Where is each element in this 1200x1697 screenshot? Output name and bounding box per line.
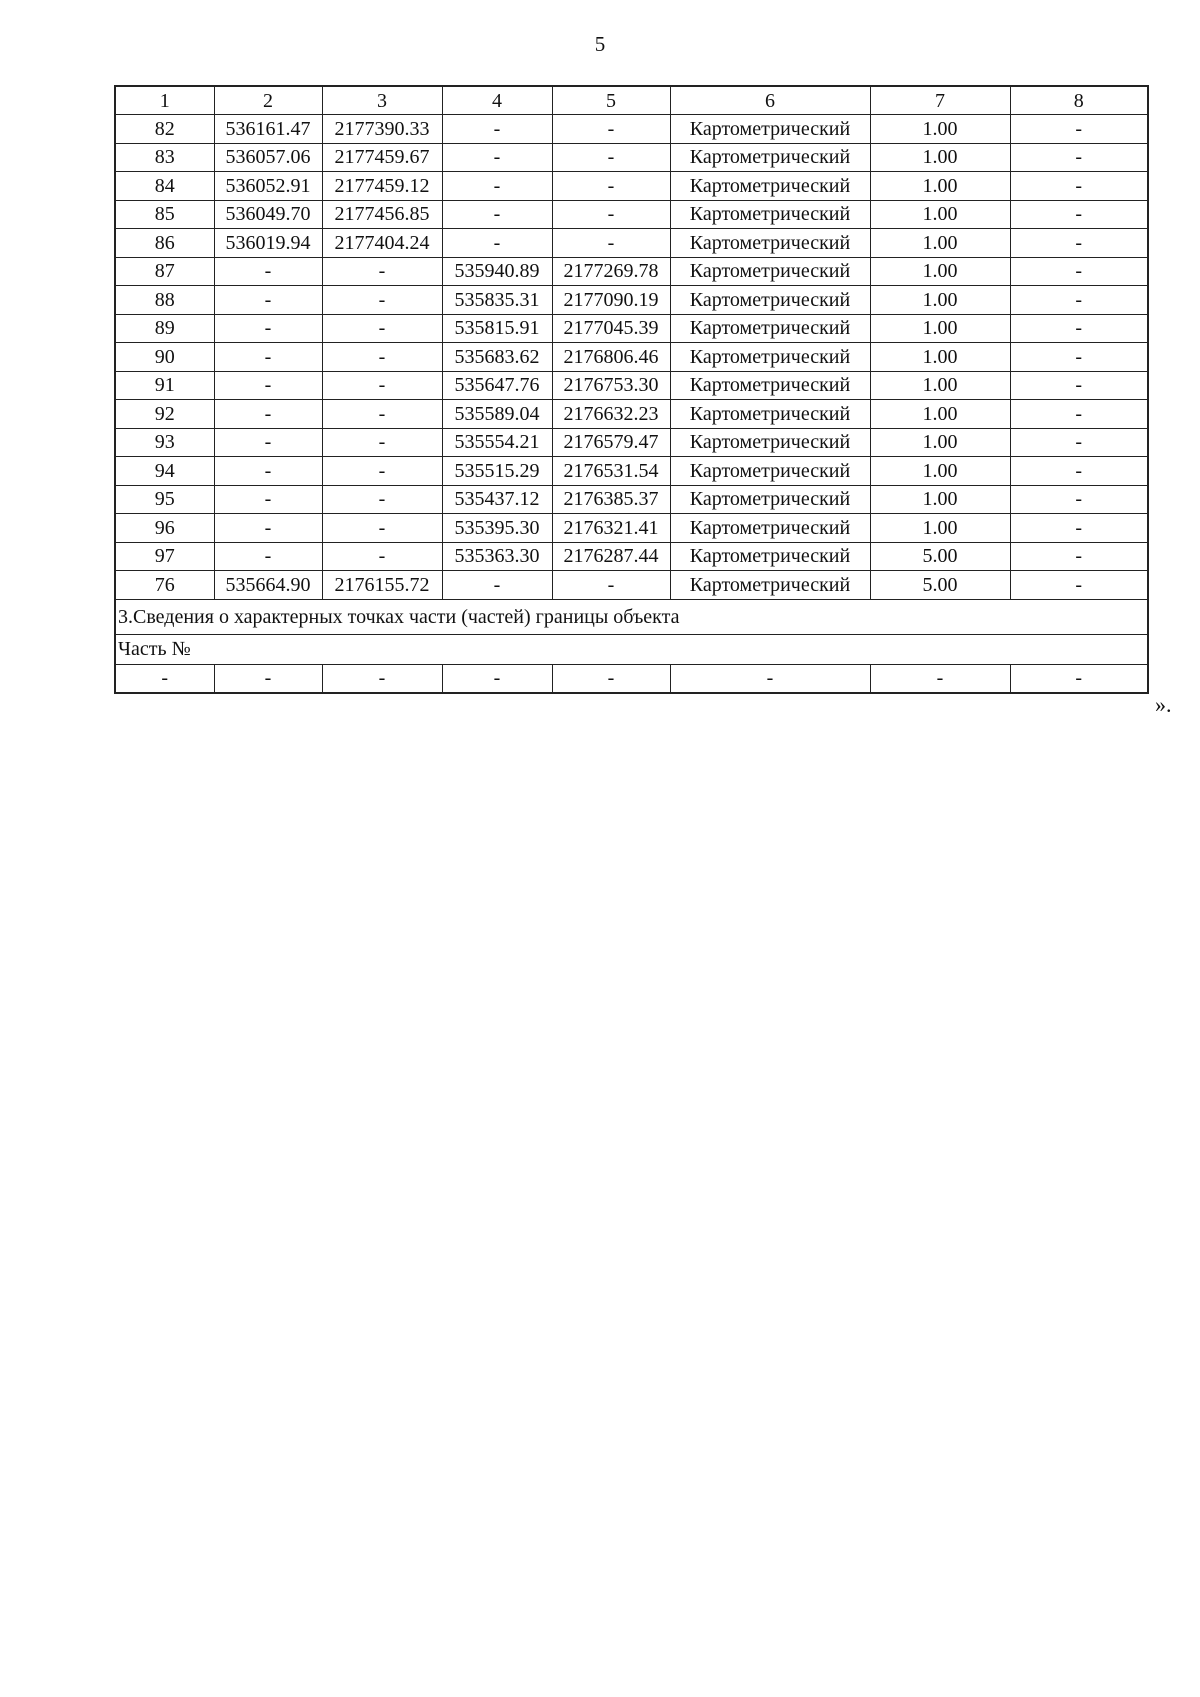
table-cell: 97: [115, 542, 214, 571]
table-row: [115, 286, 1148, 315]
table-cell: -: [322, 343, 442, 372]
part-cell: -: [552, 664, 670, 693]
table-row: [115, 571, 1148, 600]
table-cell: 87: [115, 257, 214, 286]
table-row: [115, 457, 1148, 486]
table-cell: 2177459.12: [322, 172, 442, 201]
table-cell: 1.00: [870, 200, 1010, 229]
part-cell: -: [1010, 664, 1148, 693]
header-cell: 7: [870, 86, 1010, 115]
table-row: [115, 400, 1148, 429]
table-cell: 2177459.67: [322, 143, 442, 172]
table-cell: 83: [115, 143, 214, 172]
part-cell: -: [214, 664, 322, 693]
table-cell: 535835.31: [442, 286, 552, 315]
table-cell: -: [1010, 428, 1148, 457]
table-row: [115, 172, 1148, 201]
page-number: 5: [594, 32, 606, 56]
table-cell: 1.00: [870, 314, 1010, 343]
table-cell: -: [442, 229, 552, 258]
closing-quote: ».: [1155, 692, 1172, 717]
table-cell: 1.00: [870, 371, 1010, 400]
table-cell: -: [322, 457, 442, 486]
table-cell: 1.00: [870, 457, 1010, 486]
table-cell: -: [1010, 542, 1148, 571]
table-cell: -: [214, 514, 322, 543]
table-cell: -: [1010, 143, 1148, 172]
table-cell: 1.00: [870, 485, 1010, 514]
table-row: [115, 428, 1148, 457]
table-cell: -: [214, 400, 322, 429]
table-cell: 2176579.47: [552, 428, 670, 457]
table-cell: 2177404.24: [322, 229, 442, 258]
table-cell: 535437.12: [442, 485, 552, 514]
table-cell: -: [1010, 485, 1148, 514]
table-cell: Картометрический: [670, 200, 870, 229]
table-cell: 536019.94: [214, 229, 322, 258]
table-cell: Картометрический: [670, 400, 870, 429]
table-cell: 1.00: [870, 286, 1010, 315]
table-cell: Картометрический: [670, 542, 870, 571]
table-cell: -: [1010, 229, 1148, 258]
table-cell: -: [442, 115, 552, 144]
table-cell: 1.00: [870, 115, 1010, 144]
table-cell: Картометрический: [670, 229, 870, 258]
part-data-row: [115, 664, 1148, 693]
table-row: [115, 143, 1148, 172]
table-cell: -: [214, 428, 322, 457]
table-cell: 89: [115, 314, 214, 343]
table-cell: Картометрический: [670, 485, 870, 514]
table-cell: Картометрический: [670, 514, 870, 543]
table-cell: Картометрический: [670, 343, 870, 372]
header-cell: 8: [1010, 86, 1148, 115]
table-cell: -: [214, 343, 322, 372]
table-cell: -: [214, 314, 322, 343]
table-cell: 88: [115, 286, 214, 315]
table-row: [115, 542, 1148, 571]
table-cell: 96: [115, 514, 214, 543]
table-cell: Картометрический: [670, 257, 870, 286]
table-cell: -: [214, 371, 322, 400]
boundary-points-table-wrapper: [114, 85, 1149, 694]
table-cell: 536049.70: [214, 200, 322, 229]
table-row: [115, 514, 1148, 543]
table-cell: -: [322, 314, 442, 343]
table-cell: -: [442, 571, 552, 600]
table-cell: -: [1010, 172, 1148, 201]
header-cell: 2: [214, 86, 322, 115]
table-cell: 2176321.41: [552, 514, 670, 543]
table-cell: 5.00: [870, 571, 1010, 600]
table-cell: 86: [115, 229, 214, 258]
table-cell: 535683.62: [442, 343, 552, 372]
part-cell: -: [442, 664, 552, 693]
table-cell: Картометрический: [670, 314, 870, 343]
table-cell: -: [322, 428, 442, 457]
table-cell: Картометрический: [670, 115, 870, 144]
table-cell: 94: [115, 457, 214, 486]
table-cell: 536052.91: [214, 172, 322, 201]
table-cell: 1.00: [870, 257, 1010, 286]
table-cell: 535647.76: [442, 371, 552, 400]
table-cell: 2176753.30: [552, 371, 670, 400]
table-cell: Картометрический: [670, 286, 870, 315]
table-cell: -: [1010, 286, 1148, 315]
table-cell: Картометрический: [670, 571, 870, 600]
table-cell: -: [214, 542, 322, 571]
table-cell: 535664.90: [214, 571, 322, 600]
table-cell: 535515.29: [442, 457, 552, 486]
table-cell: 2177269.78: [552, 257, 670, 286]
table-body: [115, 86, 1148, 693]
table-cell: 535589.04: [442, 400, 552, 429]
table-cell: Картометрический: [670, 371, 870, 400]
table-cell: 1.00: [870, 343, 1010, 372]
table-cell: 95: [115, 485, 214, 514]
table-cell: -: [1010, 343, 1148, 372]
header-cell: 5: [552, 86, 670, 115]
table-cell: 2176531.54: [552, 457, 670, 486]
table-cell: 2177045.39: [552, 314, 670, 343]
table-cell: 2177390.33: [322, 115, 442, 144]
table-row: [115, 485, 1148, 514]
table-row: [115, 314, 1148, 343]
table-cell: 1.00: [870, 172, 1010, 201]
header-cell: 6: [670, 86, 870, 115]
header-cell: 3: [322, 86, 442, 115]
table-cell: -: [552, 200, 670, 229]
table-cell: Картометрический: [670, 172, 870, 201]
table-cell: -: [1010, 514, 1148, 543]
table-cell: -: [552, 115, 670, 144]
table-cell: -: [552, 172, 670, 201]
table-cell: 93: [115, 428, 214, 457]
table-row: [115, 343, 1148, 372]
table-cell: -: [552, 143, 670, 172]
part-cell: -: [870, 664, 1010, 693]
header-cell: 1: [115, 86, 214, 115]
table-cell: 1.00: [870, 143, 1010, 172]
table-cell: -: [1010, 400, 1148, 429]
table-cell: -: [214, 257, 322, 286]
table-cell: -: [1010, 200, 1148, 229]
table-cell: -: [322, 286, 442, 315]
table-cell: Картометрический: [670, 457, 870, 486]
table-cell: -: [552, 229, 670, 258]
table-cell: 5.00: [870, 542, 1010, 571]
table-cell: -: [322, 514, 442, 543]
table-cell: -: [214, 485, 322, 514]
table-row: [115, 115, 1148, 144]
table-cell: 82: [115, 115, 214, 144]
table-cell: 1.00: [870, 428, 1010, 457]
part-cell: -: [115, 664, 214, 693]
table-cell: -: [442, 200, 552, 229]
table-cell: 85: [115, 200, 214, 229]
part-label-row: [115, 634, 1148, 664]
table-row: [115, 257, 1148, 286]
table-cell: -: [1010, 457, 1148, 486]
table-cell: -: [214, 457, 322, 486]
table-cell: 92: [115, 400, 214, 429]
table-cell: -: [322, 400, 442, 429]
table-cell: -: [442, 143, 552, 172]
section-title: 3.Сведения о характерных точках части (частей) границы объекта: [115, 599, 1148, 634]
table-row: [115, 229, 1148, 258]
section-title-row: [115, 599, 1148, 634]
table-cell: 1.00: [870, 400, 1010, 429]
table-cell: 535815.91: [442, 314, 552, 343]
table-row: [115, 371, 1148, 400]
table-cell: 84: [115, 172, 214, 201]
part-label: Часть №: [115, 634, 1148, 664]
table-cell: 76: [115, 571, 214, 600]
header-cell: 4: [442, 86, 552, 115]
table-cell: -: [1010, 257, 1148, 286]
table-cell: -: [442, 172, 552, 201]
table-cell: Картометрический: [670, 143, 870, 172]
table-cell: 1.00: [870, 514, 1010, 543]
table-cell: 2176632.23: [552, 400, 670, 429]
part-cell: -: [322, 664, 442, 693]
table-cell: 2176287.44: [552, 542, 670, 571]
table-cell: -: [322, 257, 442, 286]
table-cell: 2176385.37: [552, 485, 670, 514]
table-cell: 535940.89: [442, 257, 552, 286]
table-row: [115, 200, 1148, 229]
table-cell: -: [1010, 371, 1148, 400]
table-cell: 2176155.72: [322, 571, 442, 600]
table-cell: 2177456.85: [322, 200, 442, 229]
table-cell: 2176806.46: [552, 343, 670, 372]
table-cell: 535395.30: [442, 514, 552, 543]
table-cell: -: [322, 542, 442, 571]
table-cell: 536161.47: [214, 115, 322, 144]
table-cell: 535554.21: [442, 428, 552, 457]
table-cell: 1.00: [870, 229, 1010, 258]
table-cell: Картометрический: [670, 428, 870, 457]
table-cell: -: [1010, 314, 1148, 343]
table-cell: -: [1010, 115, 1148, 144]
table-header-row: [115, 86, 1148, 115]
part-cell: -: [670, 664, 870, 693]
table-cell: 2177090.19: [552, 286, 670, 315]
boundary-points-table: [114, 85, 1149, 694]
table-cell: -: [552, 571, 670, 600]
table-cell: 536057.06: [214, 143, 322, 172]
table-cell: -: [214, 286, 322, 315]
table-cell: 535363.30: [442, 542, 552, 571]
table-cell: 91: [115, 371, 214, 400]
table-cell: 90: [115, 343, 214, 372]
table-cell: -: [322, 371, 442, 400]
table-cell: -: [1010, 571, 1148, 600]
table-cell: -: [322, 485, 442, 514]
